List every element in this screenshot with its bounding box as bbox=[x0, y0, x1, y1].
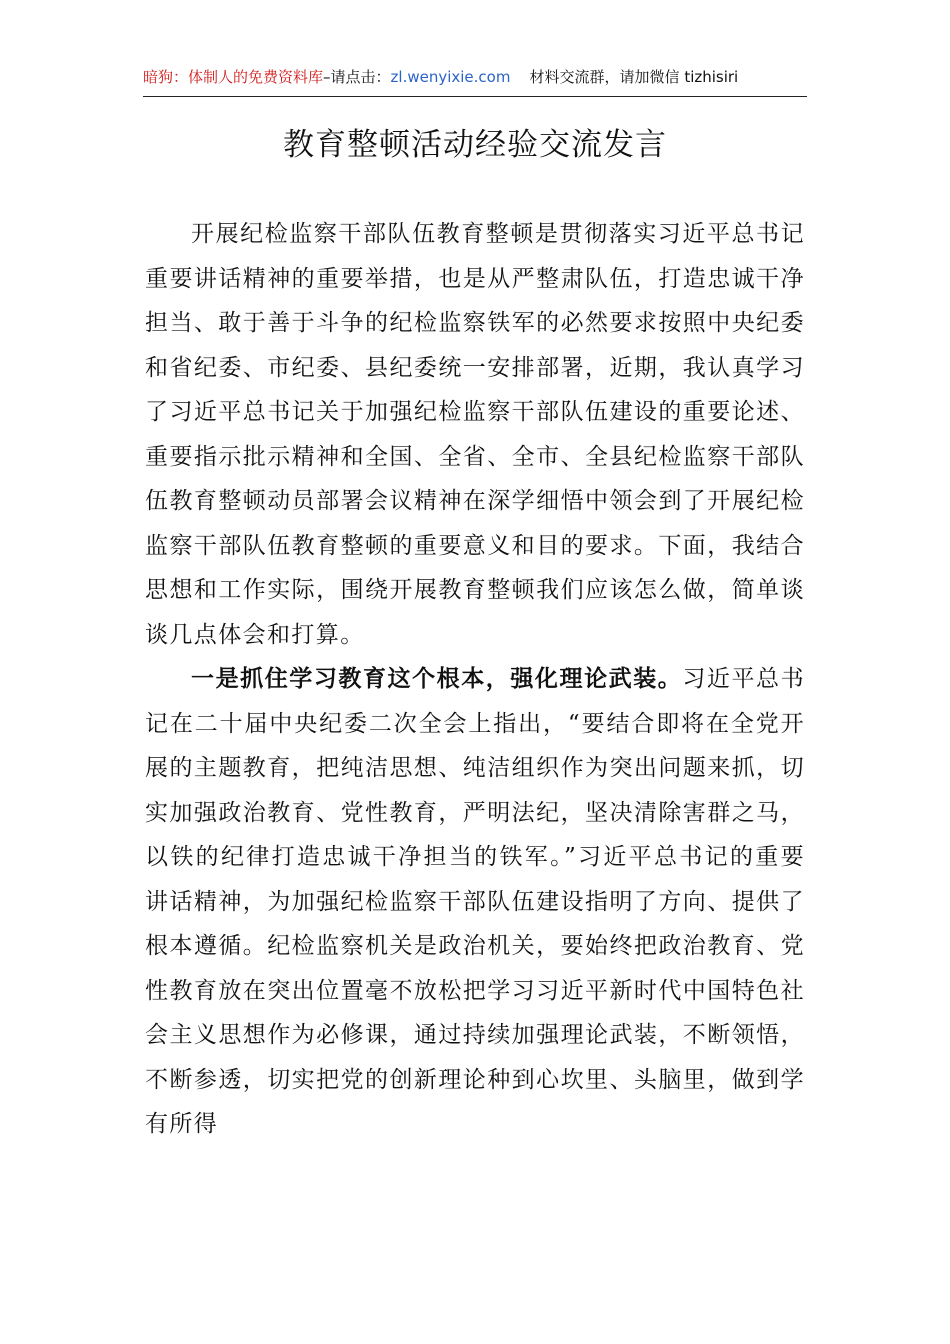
paragraph-intro: 开展纪检监察干部队伍教育整顿是贯彻落实习近平总书记重要讲话精神的重要举措，也是从严整肃队伍，打造忠诚干净担当、敢于善于斗争的纪检监察铁军的必然要求按照中央纪委和省纪委、市纪委、县纪委统一安排部署，近期，我认真学习了习近平总书记关于加强纪检监察干部队伍建设的重要论述、重要指示批示精神和全国、全省、全市、全县纪检监察干部队伍教育整顿动员部署会议精神在深学细悟中领会到了开展纪检监察干部队伍教育整顿的重要意义和目的要求。下面，我结合思想和工作实际，围绕开展教育整顿我们应该怎么做，简单谈谈几点体会和打算。 bbox=[145, 221, 805, 648]
document-body bbox=[145, 212, 805, 1147]
page-header bbox=[143, 66, 807, 97]
header-brand: 暗狗：体制人的免费资料库 bbox=[143, 68, 324, 86]
header-url-link[interactable]: zl.wenyixie.com bbox=[390, 68, 511, 86]
header-contact: 材料交流群，请加微信 tizhisiri bbox=[529, 68, 739, 86]
header-click-prompt: –请点击： bbox=[323, 68, 391, 86]
paragraph-point-one-heading: 一是抓住学习教育这个根本，强化理论武装。 bbox=[191, 666, 683, 692]
paragraph-point-one-body: 习近平总书记在二十届中央纪委二次全会上指出，“要结合即将在全党开展的主题教育，把纯洁思想、纯洁组织作为突出问题来抓，切实加强政治教育、党性教育，严明法纪，坚决清除害群之马，以铁的纪律打造忠诚干净担当的铁军。”习近平总书记的重要讲话精神，为加强纪检监察干部队伍建设指明了方向、提供了根本遵循。纪检监察机关是政治机关，要始终把政治教育、党性教育放在突出位置毫不放松把学习习近平新时代中国特色社会主义思想作为必修课，通过持续加强理论武装，不断领悟，不断参透，切实把党的创新理论种到心坎里、头脑里，做到学有所得 bbox=[145, 666, 806, 1137]
document-title: 教育整顿活动经验交流发言 bbox=[283, 127, 667, 163]
paragraph-point-one bbox=[145, 657, 805, 1147]
